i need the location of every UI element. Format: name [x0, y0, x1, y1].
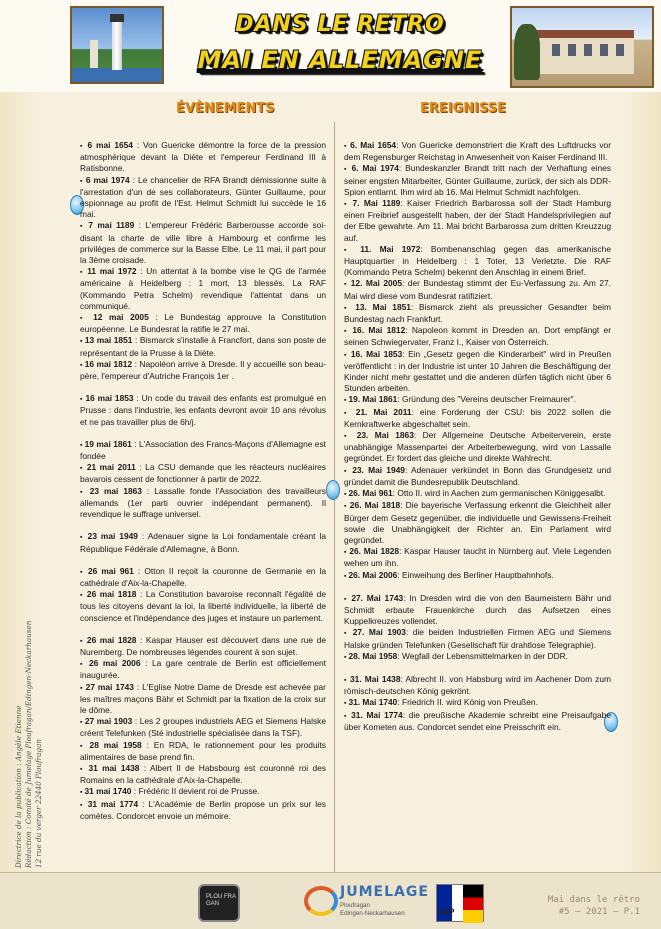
event-date: 16. Mai 1812	[352, 325, 406, 336]
bullet-icon: ▪	[344, 143, 351, 150]
event-date: 26. Mai 961	[348, 488, 393, 499]
event-date: 26. Mai 1818	[349, 500, 401, 511]
bullet-icon: ▪	[344, 304, 356, 312]
event-text: : die preußische Akademie schreibt eine Preisaufgabe über Kometen aus. Condorcet sendet eine Preisschrift ein.	[344, 709, 611, 732]
event-text: : Gründung des "Vereins deutscher Freimaurer".	[397, 394, 576, 405]
event-date: 27. Mai 1903	[352, 627, 406, 638]
event-entry	[80, 740, 326, 763]
logo-text: PLOU FRA GAN	[206, 894, 236, 907]
event-entry	[80, 439, 326, 462]
bullet-icon: ▪	[80, 637, 87, 645]
event-text: : Otto II. wird in Aachen zum germanischen Königgesalbt.	[392, 488, 606, 499]
jumelage-title: JUMELAGE	[340, 884, 429, 900]
event-date: 26 mai 961	[87, 565, 134, 576]
event-entry	[344, 570, 611, 582]
event-text: : La Constitution bavaroise reconnaît l'égalité de tous les citoyens devant la loi, la liberté individuelle, la liberté de conscience et l'indépendance des juges et instaure un parlement.	[80, 589, 326, 623]
bullet-icon: ▪	[80, 315, 94, 323]
bullet-icon: ▪	[344, 549, 350, 557]
event-date: 7. Mai 1189	[352, 198, 401, 209]
event-text: : Albert II de Habsbourg est couronné roi des Romains en la cathédrale d'Aix-la-Chapelle.	[80, 762, 326, 786]
event-entry	[344, 394, 611, 406]
event-date: 6. Mai 1654	[350, 140, 397, 150]
town-hall-photo	[510, 6, 654, 88]
bullet-icon: ▪	[344, 166, 352, 174]
bullet-icon: ▪	[344, 328, 353, 336]
event-entry	[80, 716, 326, 739]
event-entry	[80, 486, 326, 521]
event-date: 16 mai 1853	[85, 393, 134, 404]
bullet-icon: ▪	[80, 361, 85, 369]
event-text: : Kaiser Friedrich Barbarossa soll der Stadt Hamburg einen Freibrief ausgestellt haben, der der Stadt Handelsprivilegien auf der Elbe gewahrte. Am 11. Mai bricht Barbarossa zum dritten Kreuzzug auf.	[344, 198, 611, 243]
event-date: 21 mai 2011	[86, 462, 136, 473]
event-text: : Kaspar Hauser taucht in Nürnberg auf. Viele Legenden wehen um ihn.	[344, 546, 611, 569]
event-entry	[80, 175, 326, 221]
event-entry	[344, 140, 611, 163]
event-entry	[80, 589, 326, 624]
german-events-column	[344, 140, 611, 733]
event-entry	[80, 682, 326, 717]
event-text: : Adenauer signe la Loi fondamentale créant la République Fédérale d'Allemagne, à Bonn.	[80, 531, 326, 554]
flags-logo	[436, 884, 484, 922]
bullet-icon: ▪	[80, 592, 87, 600]
event-text: : die beiden Industriellen Firmen AEG und Siemens Halske gründen Telefunken (Gesellschaft für drahtlose Telegraphie).	[344, 627, 612, 650]
event-text: : Lassalle fonde l'Association des travailleurs allemands (1er parti ouvrier indépendant permanent). Il revendique le suffrage universel.	[80, 485, 326, 520]
bullet-icon: ▪	[80, 684, 86, 692]
event-text: : Friedrich II. wird König von Preußen.	[397, 697, 538, 708]
event-text: : Der Allgemeine Deutsche Arbeiterverein, erste unabhängige Massenpartei der Arbeiterbewegung, wird von Lassalle gegründet. Er fordert das gleiche und direkte Wahlrecht.	[344, 430, 611, 464]
event-date: 16. Mai 1853	[350, 348, 403, 359]
event-entry	[80, 462, 326, 485]
bullet-icon: ▪	[80, 338, 85, 346]
bullet-icon: ▪	[80, 488, 90, 496]
event-entry	[344, 627, 611, 650]
event-entry	[80, 799, 326, 822]
event-text: : Otton II reçoit la couronne de Germanie en la cathédrale d'Aix-la-Chapelle.	[80, 565, 326, 588]
event-date: 12. Mai 2005	[350, 278, 402, 289]
event-entry	[80, 266, 326, 312]
event-entry	[80, 531, 326, 554]
event-entry	[80, 658, 326, 681]
bullet-icon: ▪	[80, 269, 88, 277]
event-date: 31 mai 1438	[88, 762, 140, 773]
event-date: 19. Mai 1861	[348, 394, 398, 405]
event-text: : eine Forderung der CSU: bis 2022 sollen die Kernkraftwerke abgeschaltet sein.	[344, 406, 611, 429]
bullet-icon: ▪	[80, 441, 85, 449]
event-text: : Bombenanschlag gegen das amerikanische Hauptquartier in Heidelberg : 1 Toter, 13 Verletzte. Die RAF (Kommando Petra Schelm) bekennt den Anschlag in einem Brief.	[344, 243, 611, 278]
event-date: 16 mai 1812	[84, 358, 133, 369]
event-entry	[344, 198, 611, 244]
event-text: : In Dresden wird die von den Baumeistern Bähr und Schmidt erbaute Frauenkirche durch das Aufsetzen eines Kuppelkreuzes vollendet.	[344, 592, 611, 627]
bullet-icon: ▪	[344, 397, 349, 405]
blue-drop-ornament	[326, 480, 340, 500]
event-text: : Die bayerische Verfassung erkennt die Gleichheit aller Bürger dem Gesetz gegenüber, die individuelle und Gewissens-Freiheit sowie die Unabhängigkeit der Richter an. Ein Parlament wird gegründet.	[344, 500, 611, 545]
jumelage-subtitle	[340, 902, 405, 918]
bullet-icon: ▪	[80, 465, 87, 473]
event-date: 11. Mai 1972	[360, 243, 421, 254]
event-entry	[80, 140, 326, 175]
event-date: 13 mai 1851	[84, 335, 133, 346]
event-entry	[344, 488, 611, 500]
bullet-icon: ▪	[80, 661, 89, 669]
event-entry	[80, 312, 326, 335]
bullet-icon: ▪	[80, 568, 88, 576]
event-date: 28 mai 1958	[89, 739, 142, 750]
event-date: 23. Mai 1863	[356, 430, 414, 441]
issue-number: #5 – 2021 – P.1	[558, 907, 640, 917]
event-text: : Bundeskanzler Brandt tritt nach der Verhaftung eines seiner engsten Mitarbeiter, Günter Guillaume, zurück, der sich als DDR-Spion entlarnt. Ihm wird ab 16. Mai Helmut Schmidt nachfolgen.	[344, 163, 611, 197]
event-text: : Un attentat à la bombe vise le QG de l'armée américaine à Heidelberg : 1 mort, 13 blessés. La RAF (Kommando Petra Schelm) revendique l'attentat dans un communiqué.	[80, 266, 326, 311]
event-text: : Von Guericke démontre la force de la pression atmosphérique devant la Diète et l'empereur Ferdinand III à Ratisbonne.	[80, 140, 326, 174]
bullet-icon: ▪	[80, 177, 86, 185]
event-date: 26. Mai 1828	[349, 546, 400, 557]
issue-title: Mai dans le rétro	[547, 895, 640, 905]
event-date: 27 mai 1903	[84, 716, 133, 727]
german-flag-icon	[463, 885, 483, 923]
event-text: : Bismarck s'installe à Francfort, dans son poste de représentant de la Prusse à la Diète.	[80, 335, 326, 358]
event-text: : Un code du travail des enfants est promulgué en Prusse : dans l'industrie, les enfants devront avoir 10 ans révolus et ne pas travailler plus de 6h/j.	[80, 393, 326, 427]
bullet-icon: ▪	[344, 246, 361, 254]
bullet-icon: ▪	[344, 630, 353, 638]
event-date: 6 mai 1654	[87, 140, 133, 150]
event-entry	[80, 566, 326, 589]
event-entry	[344, 651, 611, 663]
event-date: 31. Mai 1740	[348, 697, 398, 708]
event-date: 12 mai 2005	[93, 312, 149, 323]
event-text: : Les 2 groupes industriels AEG et Siemens Halske créent Telefunken (Sté industrielle spécialisée dans la TSF).	[80, 716, 326, 739]
event-date: 26 mai 1828	[86, 634, 137, 645]
event-date: 7 mai 1189	[88, 220, 135, 231]
event-date: 31 mai 1740	[84, 786, 132, 797]
event-date: 21. Mai 2011	[355, 406, 412, 417]
event-text: : Bismarck zieht als preussicher Gesandter beim Bundestag nach Frankfurt.	[344, 301, 612, 325]
event-text: : En RDA, le rationnement pour les produits alimentaires de base prend fin.	[80, 739, 326, 762]
bullet-icon: ▪	[344, 676, 351, 684]
bullet-icon: ▪	[80, 742, 90, 750]
bullet-icon: ▪	[80, 789, 85, 797]
bullet-icon: ▪	[344, 409, 356, 417]
event-text: : L'Association des Francs-Maçons d'Allemagne est fondée	[80, 438, 326, 462]
event-entry	[80, 786, 326, 798]
bullet-icon: ▪	[80, 223, 89, 231]
event-entry	[344, 278, 611, 301]
event-entry	[80, 335, 326, 358]
event-text: : Kaspar Hauser est découvert dans une rue de Nuremberg. De nombreuses légendes courent à son sujet.	[80, 634, 326, 657]
event-text: : der Bundestag stimmt der Eu-Verfassung zu. Am 27. Mai wird diese vom Bundesrat ratifiziert.	[344, 278, 611, 301]
event-text: : Von Guericke demonstriert die Kraft des Luftdrucks vor dem Regensburger Reichstag in Anwesenheit von Kaiser Ferdinand III.	[344, 140, 612, 163]
ploufragan-logo	[198, 884, 240, 922]
event-text: : Albrecht II. von Habsburg wird im Aachener Dom zum römisch-deutschen König gekrönt.	[344, 673, 611, 697]
event-text: : L'Académie de Berlin propose un prix sur les comètes. Condorcet envoie un mémoire.	[80, 798, 326, 821]
bullet-icon: ▪	[80, 765, 89, 773]
french-events-column	[80, 140, 326, 822]
event-text: : Napoleon kommt in Dresden an. Dort empfängt er seinen Schwiegervater, Franz I., Kaiser von Österreich.	[344, 325, 611, 348]
event-date: 31. Mai 1774	[351, 709, 403, 720]
event-date: 23 mai 1949	[87, 531, 138, 542]
bullet-icon: ▪	[344, 653, 349, 661]
bullet-icon: ▪	[344, 491, 349, 499]
issue-info	[524, 894, 640, 918]
event-date: 31 mai 1774	[87, 798, 139, 809]
heading-evenements: ÉVÈNEMENTS	[176, 101, 275, 116]
event-date: 31. Mai 1438	[350, 673, 401, 684]
event-date: 13. Mai 1851	[355, 301, 411, 312]
event-date: 26 mai 2006	[88, 658, 141, 669]
event-entry	[344, 546, 611, 569]
event-date: 23 mai 1863	[89, 485, 142, 496]
bullet-icon: ▪	[344, 700, 349, 708]
event-entry	[344, 674, 611, 697]
event-date: 23. Mai 1949	[352, 464, 405, 475]
event-text: : La gare centrale de Berlin est officiellement inaugurée.	[80, 658, 326, 681]
bullet-icon: ▪	[344, 467, 353, 475]
event-date: 6. Mai 1974	[351, 163, 399, 174]
event-date: 6 mai 1974	[85, 174, 130, 185]
bullet-icon: ▪	[344, 201, 353, 209]
event-text: : L'empereur Frédéric Barberousse accorde soi-disant la charte de ville libre à Hambourg et confirme les privilèges de commerce sur la Basse Elbe. Le 11 mai, il part pour la 3ème croisade.	[80, 220, 326, 266]
event-text: : Wegfall der Lebensmittelmarken in der DDR.	[397, 650, 569, 661]
event-entry	[344, 407, 611, 430]
bullet-icon: ▪	[80, 719, 85, 727]
event-text: : Adenauer verkündet in Bonn das Grundgesetz und gründet damit die Bundesrepublik Deutschland.	[344, 464, 612, 487]
event-entry	[344, 244, 611, 279]
publication-credits	[14, 608, 44, 868]
bullet-icon: ▪	[344, 572, 349, 580]
event-text: : Einweihung des Berliner Hauptbahnhofs.	[397, 569, 554, 580]
bullet-icon: ▪	[80, 534, 88, 542]
title-line-1: DANS LE RETRO	[235, 12, 445, 37]
event-entry	[344, 593, 611, 628]
event-date: 28. Mai 1958	[348, 650, 398, 661]
rings-icon	[304, 886, 338, 916]
credit-line: 12 rue du verger 22440 Ploufragan	[34, 738, 43, 868]
event-entry	[80, 635, 326, 658]
event-date: 26 mai 1818	[86, 589, 137, 600]
event-text: : Napoléon arrive à Dresde. Il y accueille son beau-père, l'empereur d'Autriche François 1er .	[80, 358, 326, 382]
credit-line: Directrice de la publication : Angèle Etienne	[14, 705, 23, 868]
credit-line: Rédaction : Comité de Jumelage Ploufragan/Edingen-Neckarhausen	[24, 620, 33, 868]
event-date: 26. Mai 2006	[348, 569, 398, 580]
flags-logo-text: IGP	[439, 907, 455, 917]
event-entry	[344, 302, 611, 325]
bullet-icon: ▪	[80, 801, 88, 809]
event-text: : L'Eglise Notre Dame de Dresde est achevée par les maîtres maçons Bähr et Schmidt par la fixation de la croix sur le dôme.	[80, 681, 326, 715]
jumelage-town-1: Ploufragan	[340, 902, 370, 909]
event-entry	[344, 163, 611, 198]
event-entry	[80, 393, 326, 428]
bullet-icon: ▪	[344, 712, 352, 720]
event-entry	[344, 500, 611, 546]
event-text: : La CSU demande que les réacteurs nucléaires bavarois cessent de fonctionner à partir de 2022.	[80, 462, 326, 485]
jumelage-logo	[304, 880, 429, 924]
event-entry	[344, 710, 611, 733]
event-entry	[344, 430, 611, 465]
event-text: : Ein „Gesetz gegen die Kinderarbeit" wird in Preußen veröffentlicht : in der Industrie ist unter 10 Jahren die Beschäftigung der Kinder nicht mehr gestattet und die anderen dürfen täglich nicht über 6 Stunden arbeiten.	[344, 348, 611, 394]
bullet-icon: ▪	[80, 396, 86, 404]
event-entry	[344, 465, 611, 488]
bullet-icon: ▪	[344, 595, 352, 603]
event-text: : Le chancelier de RFA Brandt démissionne suite à l'arrestation d'un de ses collaborateurs, Günter Guillaume, pour espionnage au profit de l'Est. Helmut Schmidt lui succède le 16 mai.	[80, 174, 326, 220]
event-entry	[80, 763, 326, 786]
event-text: : Le Bundestag approuve la Constitution européenne. Le Bundesrat la ratifie le 27 mai.	[80, 312, 326, 335]
event-entry	[344, 325, 611, 348]
bullet-icon: ▪	[344, 433, 357, 441]
event-entry	[80, 220, 326, 266]
event-entry	[80, 359, 326, 382]
event-date: 27 mai 1743	[85, 681, 134, 692]
event-date: 11 mai 1972	[87, 266, 137, 277]
bullet-icon: ▪	[344, 503, 350, 511]
event-entry	[344, 697, 611, 709]
event-date: 19 mai 1861	[84, 438, 132, 449]
heading-ereignisse: EREIGNISSE	[420, 101, 507, 116]
bullet-icon: ▪	[344, 281, 351, 289]
jumelage-town-2: Edingen-Neckarhausen	[340, 910, 405, 917]
event-text: : Frédéric II devient roi de Prusse.	[131, 786, 260, 797]
lighthouse-photo	[70, 6, 164, 84]
event-entry	[344, 349, 611, 395]
bullet-icon: ▪	[344, 351, 351, 359]
event-date: 27. Mai 1743	[351, 592, 404, 603]
bullet-icon: ▪	[80, 143, 88, 150]
title-line-2: MAI EN ALLEMAGNE	[197, 46, 483, 74]
